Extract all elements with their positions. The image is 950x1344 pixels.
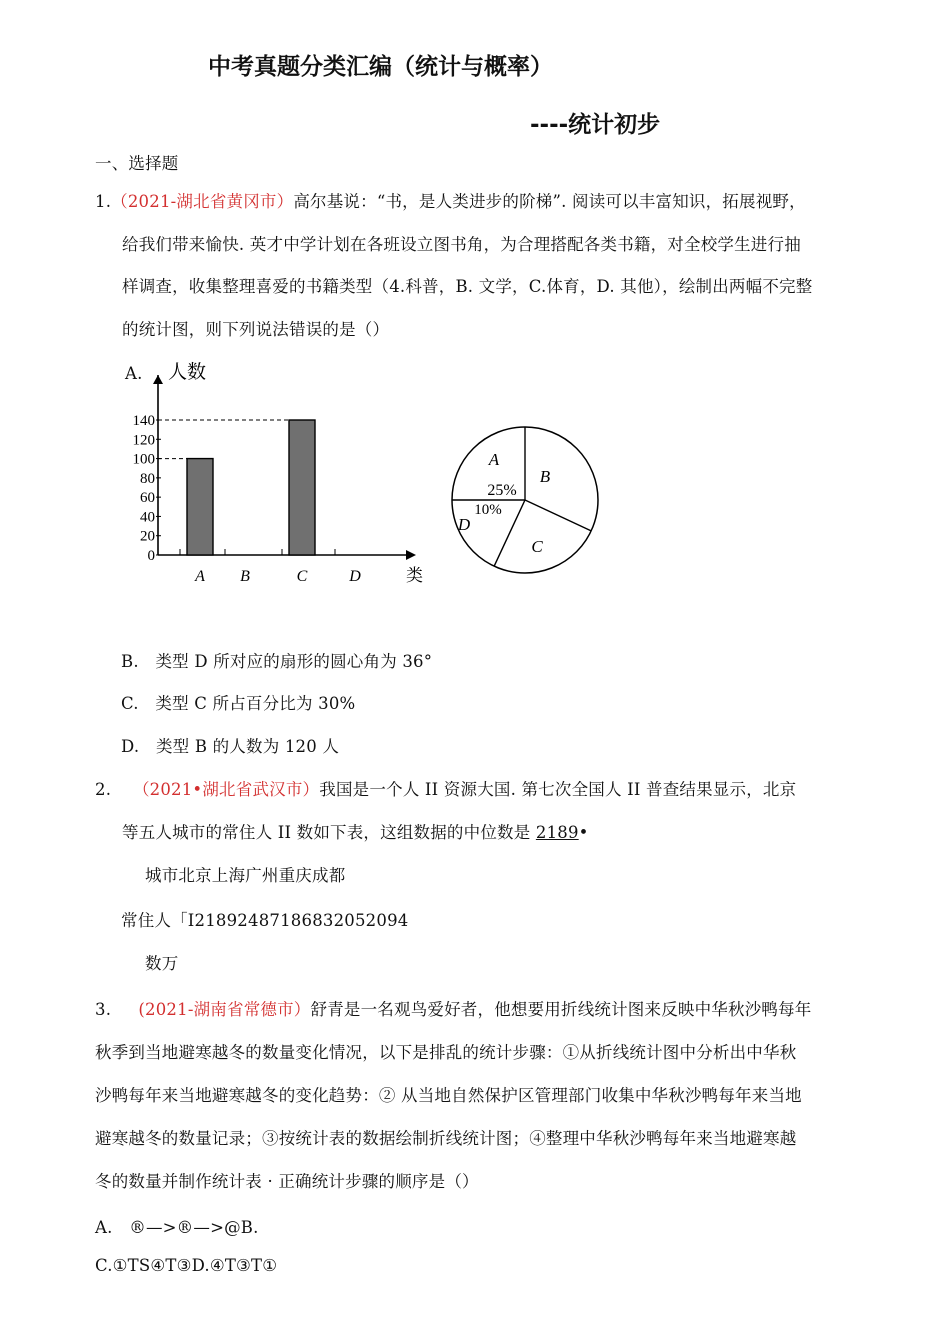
question-3-line-5: 冬的数量并制作统计表 · 正确统计步骤的顺序是（） — [95, 1172, 479, 1191]
question-2-answer: 2189 — [535, 823, 579, 842]
pie-label-c: C — [531, 537, 543, 556]
question-2-number: 2. — [95, 780, 112, 799]
question-1-option-d: D. 类型 B 的人数为 120 人 — [121, 737, 340, 756]
question-2-line-2 — [122, 819, 589, 843]
question-3-line-2: 秋季到当地避寒越冬的数量变化情况，以下是排乱的统计步骤：①从折线统计图中分析出中华秋 — [95, 1043, 797, 1062]
bar-chart — [130, 355, 430, 590]
page-title: 中考真题分类汇编（统计与概率） — [208, 54, 553, 80]
section-heading: 一、选择题 — [95, 154, 179, 173]
y-tick-label: 0 — [147, 548, 155, 564]
question-1-line-3: 样调查，收集整理喜爱的书籍类型（4.科普，B. 文学，C.体育，D. 其他），绘制出两幅不完整 — [122, 277, 813, 296]
question-2-table-row-1: 城市北京上海广州重庆成都 — [145, 866, 346, 885]
question-2-line-1 — [95, 776, 796, 800]
question-1-source: （2021-湖北省黄冈市） — [111, 192, 294, 211]
question-2-text-1: 我国是一个人 II 资源大国. 第七次全国人 II 普查结果显示，北京 — [319, 780, 797, 799]
x-tick-label: A — [195, 568, 205, 585]
question-1-number: 1. — [95, 192, 112, 211]
question-3-option-a: A. ®—>®—>@B. — [95, 1218, 259, 1237]
y-tick-label: 60 — [140, 490, 155, 507]
question-1-option-a: A. — [125, 364, 143, 383]
question-3-option-cd: C.①TS④T③D.④T③T① — [95, 1256, 278, 1275]
x-tick-label: B — [240, 568, 250, 585]
y-axis-arrow — [153, 375, 163, 384]
question-1-line-1 — [95, 188, 806, 212]
pie-label-a: A — [488, 450, 500, 469]
question-3-line-4: 避寒越冬的数量记录；③按统计表的数据绘制折线统计图；④整理中华秋沙鸭每年来当地避寒越 — [95, 1129, 797, 1148]
y-tick-label: 20 — [140, 528, 155, 545]
x-tick-label: D — [349, 568, 361, 585]
y-tick-label: 100 — [132, 451, 155, 468]
question-1-option-c: C. 类型 C 所占百分比为 30% — [121, 694, 356, 713]
question-2-source: （2021•湖北省武汉市） — [132, 780, 320, 799]
question-3-line-1 — [95, 996, 812, 1020]
y-tick-label: 40 — [140, 509, 155, 526]
question-3-text-1: 舒青是一名观鸟爱好者，他想要用折线统计图来反映中华秋沙鸭每年 — [310, 1000, 812, 1019]
y-tick-label: 140 — [132, 413, 155, 429]
y-axis-label: 人数 — [168, 362, 207, 383]
page-subtitle: ----统计初步 — [530, 112, 661, 138]
x-tick-label: C — [296, 568, 308, 585]
question-2-dot: • — [578, 823, 589, 842]
question-2-table-row-2: 常住人「I21892487186832052094 — [121, 911, 409, 930]
bar-a — [187, 459, 213, 555]
question-2-text-2: 等五人城市的常住人 II 数如下表，这组数据的中位数是 — [122, 823, 536, 842]
y-tick-label: 120 — [132, 432, 155, 449]
pie-chart — [445, 420, 605, 580]
question-3-number: 3. — [95, 1000, 112, 1019]
pie-percent-d: 10% — [474, 502, 502, 518]
question-1-line-4: 的统计图，则下列说法错误的是（） — [122, 320, 390, 339]
question-1-option-b: B. 类型 D 所对应的扇形的圆心角为 36° — [121, 652, 433, 671]
question-2-table-row-3: 数万 — [145, 954, 179, 973]
pie-label-b: B — [539, 467, 551, 486]
pie-label-d: D — [457, 515, 471, 534]
pie-percent-a: 25% — [487, 482, 517, 499]
question-3-source: (2021-湖南省常德市） — [138, 1000, 311, 1019]
y-tick-label: 80 — [140, 470, 155, 487]
question-3-line-3: 沙鸭每年来当地避寒越冬的变化趋势：② 从当地自然保护区管理部门收集中华秋沙鸭每年来当地 — [95, 1086, 802, 1105]
x-axis-arrow — [406, 550, 416, 560]
bar-c — [289, 420, 315, 555]
question-1-line-2: 给我们带来愉快. 英才中学计划在各班设立图书角，为合理搭配各类书籍，对全校学生进行抽 — [122, 235, 801, 254]
question-1-text-1: 高尔基说：“书，是人类进步的阶梯”. 阅读可以丰富知识，拓展视野， — [293, 192, 806, 211]
x-axis-label: 类 — [406, 566, 423, 585]
